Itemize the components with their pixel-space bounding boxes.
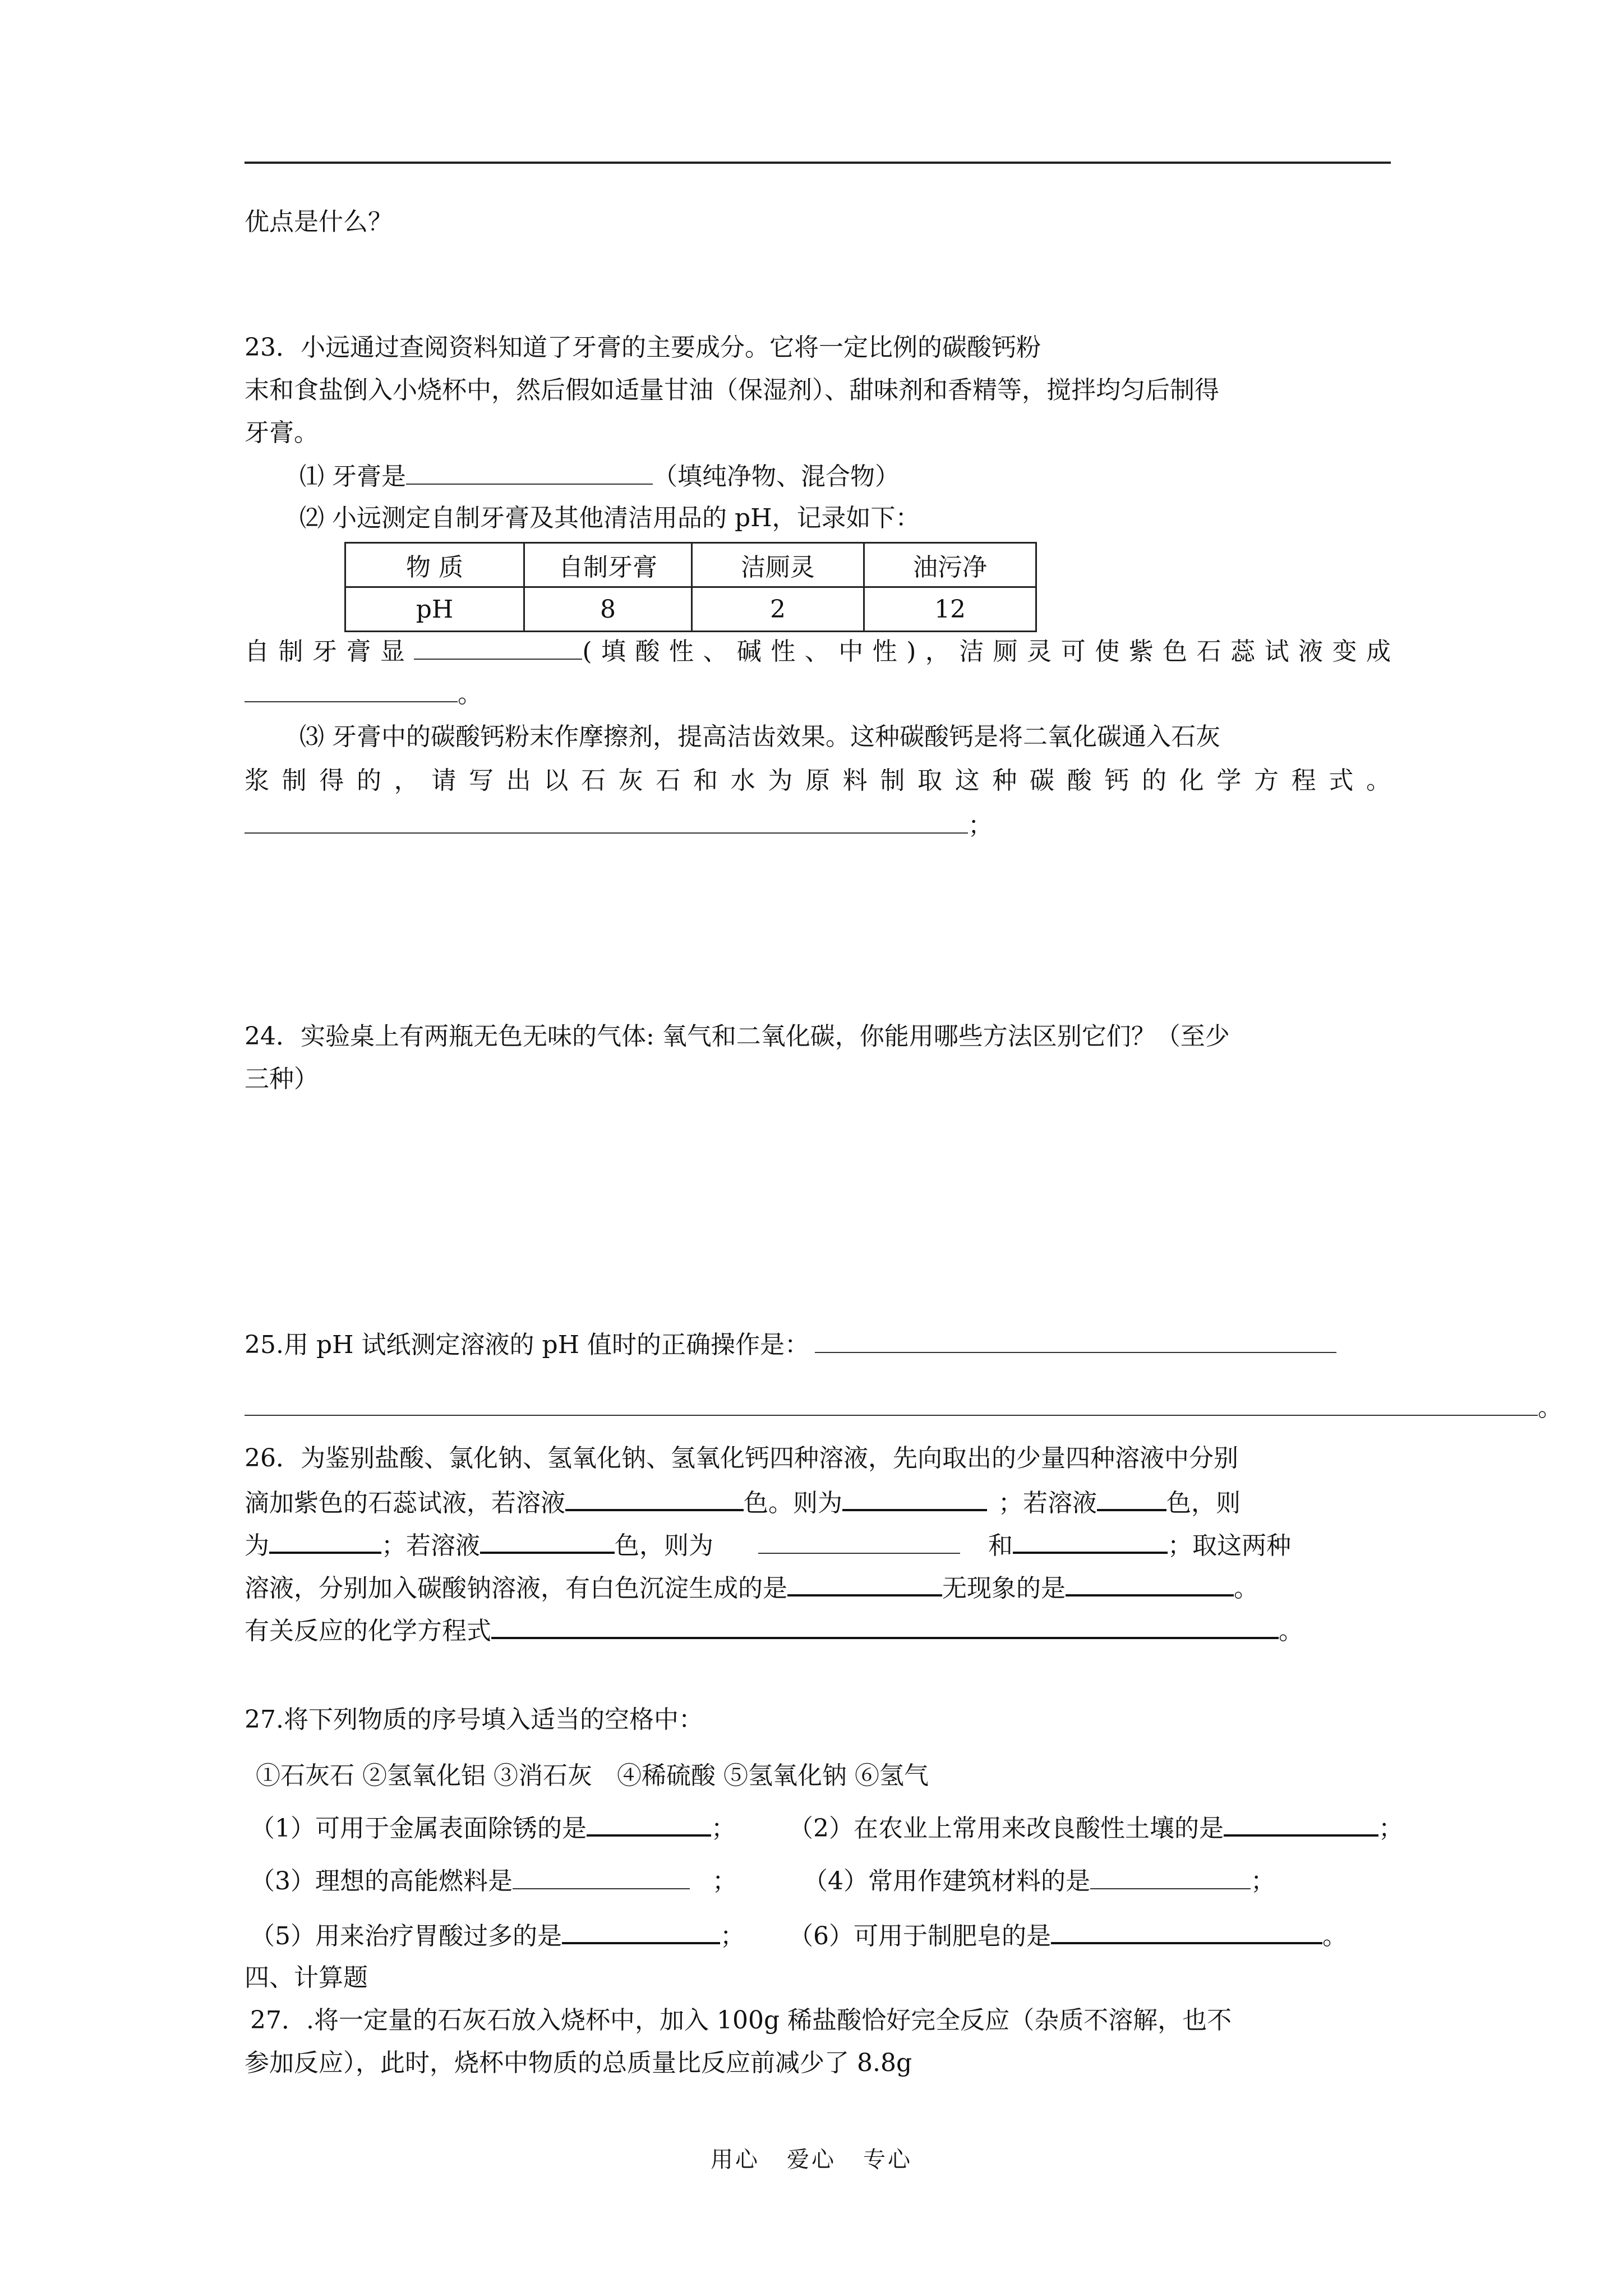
q26-text: 色。则为: [744, 1489, 842, 1517]
q27-options: ①石灰石 ②氢氧化铝 ③消石灰 ④稀硫酸 ⑤氢氧化钠 ⑥氢气: [256, 1761, 929, 1790]
ph-table: [344, 542, 1037, 632]
q27-item-6: [789, 1917, 1347, 1953]
q23-part3-line3: [245, 808, 993, 843]
table-cell: 8: [524, 587, 692, 632]
q27-item-label: （3）理想的高能燃料是: [250, 1867, 513, 1895]
q23-after-table-line1: [245, 634, 1391, 669]
q26-text: 色，则: [1166, 1489, 1241, 1517]
table-row: [345, 587, 1036, 632]
q27-item-4: [803, 1864, 1275, 1898]
q23-part1-suffix: （填纯净物、混合物）: [653, 462, 900, 491]
q26-text: ；若溶液: [381, 1531, 480, 1560]
q23-acidity-blank[interactable]: [414, 634, 582, 660]
q27-item-label: （1）可用于金属表面除锈的是: [250, 1814, 587, 1843]
q24-line2: 三种）: [245, 1065, 319, 1093]
q26-text: 。: [1234, 1574, 1258, 1603]
q23-intro-line1: 23．小远通过查阅资料知道了牙膏的主要成分。它将一定比例的碳酸钙粉: [245, 333, 1041, 362]
q26-blank-color-1[interactable]: [565, 1484, 744, 1511]
table-header-cell: 自制牙膏: [524, 543, 692, 587]
q26-line2: [245, 1484, 1241, 1520]
q27-item-end: ；: [712, 1867, 737, 1895]
q27-item-5: [250, 1917, 745, 1953]
q26-text: 为: [245, 1531, 269, 1560]
q23-intro-line2: 末和食盐倒入小烧杯中，然后假如适量甘油（保湿剂）、甜味剂和香精等，搅拌均匀后制得: [245, 376, 1219, 404]
q25-prompt: 25.用 pH 试纸测定溶液的 pH 值时的正确操作是：: [245, 1331, 809, 1359]
table-header-cell: 物 质: [345, 543, 524, 587]
q27-blank-2[interactable]: [1224, 1810, 1378, 1837]
q27-blank-4[interactable]: [1090, 1864, 1251, 1889]
q26-blank-equation[interactable]: [491, 1612, 1279, 1639]
q27-item-label: （2）在农业上常用来改良酸性土壤的是: [789, 1814, 1224, 1843]
q26-blank-precipitate[interactable]: [787, 1570, 942, 1596]
q27-item-3: [250, 1864, 737, 1898]
q26-blank-no-change[interactable]: [1066, 1570, 1234, 1596]
q25-line2-end: 。: [1538, 1393, 1562, 1422]
q27-item-label: （6）可用于制肥皂的是: [789, 1922, 1051, 1950]
q27-blank-1[interactable]: [587, 1810, 711, 1837]
calc-line2: 参加反应），此时，烧杯中物质的总质量比反应前减少了 8.8g: [245, 2049, 912, 2077]
q23-after-table-prefix: 自制牙膏显: [245, 637, 414, 666]
q27-title: 27.将下列物质的序号填入适当的空格中：: [245, 1705, 703, 1734]
q27-item-label: （4）常用作建筑材料的是: [803, 1867, 1090, 1895]
footer-word: 专心: [863, 2147, 912, 2173]
q26-line4: [245, 1570, 1258, 1605]
q27-item-end: ；: [1378, 1814, 1403, 1843]
table-cell: pH: [345, 587, 524, 632]
footer-word: 爱心: [787, 2147, 836, 2173]
q27-blank-3[interactable]: [513, 1864, 690, 1889]
q27-item-label: （5）用来治疗胃酸过多的是: [250, 1922, 562, 1950]
q23-part1-prefix: ⑴ 牙膏是: [299, 462, 406, 491]
q27-blank-6[interactable]: [1051, 1917, 1322, 1944]
q23-line2-end: 。: [458, 680, 482, 708]
table-cell: 2: [692, 587, 864, 632]
q23-after-table-suffix: (填酸性、碱性、中性)，洁厕灵可使紫色石蕊试液变成: [582, 637, 1391, 666]
q23-part2: ⑵ 小远测定自制牙膏及其他清洁用品的 pH，记录如下：: [299, 504, 920, 532]
q27-item-end: ；: [1251, 1867, 1275, 1895]
header-rule: [245, 162, 1391, 164]
q27-item-end: 。: [1322, 1922, 1347, 1950]
q26-text: 色，则为: [615, 1531, 713, 1560]
q25-answer-blank-2[interactable]: [245, 1390, 1538, 1416]
calc-line1: 27．.将一定量的石灰石放入烧杯中，加入 100g 稀盐酸恰好完全反应（杂质不溶解，也不: [250, 2006, 1232, 2035]
table-header-cell: 洁厕灵: [692, 543, 864, 587]
q23-color-blank[interactable]: [245, 677, 458, 702]
q26-line5: [245, 1612, 1303, 1648]
q23-part3-line2: 浆制得的，请写出以石灰石和水为原料制取这种碳酸钙的化学方程式。: [245, 766, 1391, 795]
section-heading: 四、计算题: [245, 1963, 368, 1992]
q25-line1: [245, 1327, 1336, 1362]
q26-blank-solution-1[interactable]: [842, 1484, 987, 1511]
q26-blank-solution-3[interactable]: [758, 1528, 960, 1554]
q25-line2: [245, 1390, 1562, 1425]
page-footer: [0, 2142, 1623, 2174]
q26-text: ；若溶液: [998, 1489, 1097, 1517]
q27-blank-5[interactable]: [562, 1917, 720, 1944]
q23-intro-line3: 牙膏。: [245, 418, 319, 447]
q23-part1-blank[interactable]: [406, 459, 653, 485]
q26-line3: [245, 1527, 1291, 1563]
footer-word: 用心: [711, 2147, 760, 2173]
q26-text: ；取这两种: [1168, 1531, 1291, 1560]
q27-item-1: [250, 1810, 736, 1846]
q26-blank-color-2[interactable]: [1097, 1484, 1166, 1511]
q25-answer-blank-1[interactable]: [815, 1327, 1336, 1353]
q23-part3-line1: ⑶ 牙膏中的碳酸钙粉末作摩擦剂，提高洁齿效果。这种碳酸钙是将二氧化碳通入石灰: [299, 723, 1220, 751]
q26-blank-solution-2[interactable]: [269, 1527, 381, 1554]
q23-part1: [299, 459, 900, 494]
q26-blank-color-3[interactable]: [480, 1527, 615, 1554]
q24-line1: 24．实验桌上有两瓶无色无味的气体: 氧气和二氧化碳，你能用哪些方法区别它们？（至少: [245, 1022, 1230, 1051]
table-header-row: [345, 543, 1036, 587]
q26-blank-solution-4[interactable]: [1013, 1527, 1168, 1554]
q27-item-end: ；: [711, 1814, 736, 1843]
q27-item-end: ；: [720, 1922, 745, 1950]
q26-line1: 26．为鉴别盐酸、氯化钠、氢氧化钠、氢氧化钙四种溶液，先向取出的少量四种溶液中分别: [245, 1444, 1238, 1473]
q22-tail: 优点是什么？: [245, 208, 393, 236]
q26-text: 滴加紫色的石蕊试液，若溶液: [245, 1489, 565, 1517]
q26-text: 有关反应的化学方程式: [245, 1617, 491, 1645]
q23-equation-blank[interactable]: [245, 808, 968, 834]
q26-text: 溶液，分别加入碳酸钠溶液，有白色沉淀生成的是: [245, 1574, 787, 1603]
table-cell: 12: [864, 587, 1036, 632]
q23-after-table-line2: [245, 677, 482, 711]
q26-text: 和: [988, 1531, 1013, 1560]
q26-text: 。: [1279, 1617, 1303, 1645]
q26-text: 无现象的是: [942, 1574, 1066, 1603]
q27-item-2: [789, 1810, 1403, 1846]
table-header-cell: 油污净: [864, 543, 1036, 587]
q23-part3-end: ；: [968, 811, 993, 840]
